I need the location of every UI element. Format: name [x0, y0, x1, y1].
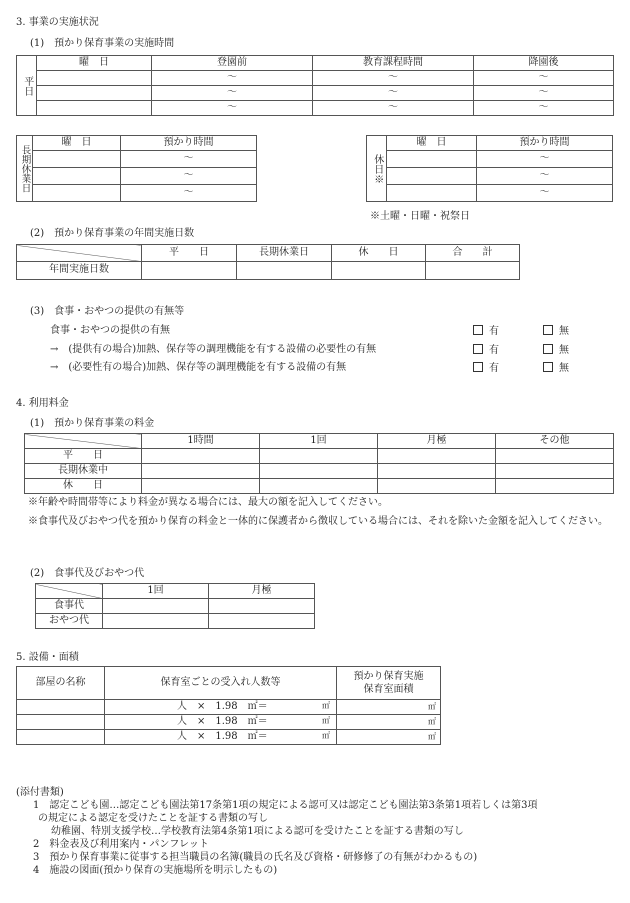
cell[interactable] [496, 479, 614, 494]
col-header: 教育課程時間 [313, 56, 474, 71]
col-header: 合 計 [426, 245, 520, 262]
col-header: その他 [496, 434, 614, 449]
cell[interactable] [17, 730, 105, 745]
cell[interactable] [378, 464, 496, 479]
calc-cell[interactable]: 人 × 1.98 ㎡＝ ㎡ [105, 715, 337, 730]
col-header: 保育室ごとの受入れ人数等 [105, 667, 337, 700]
section4-1-title: (1) 預かり保育事業の料金 [30, 418, 155, 429]
yes-option[interactable]: 有 [473, 344, 499, 358]
meal-row-label: → (提供有の場合)加熱、保存等の調理機能を有する設備の必要性の有無 [50, 344, 377, 355]
yes-option[interactable]: 有 [473, 325, 499, 339]
longbreak-row-label: 長期休業日 [17, 136, 33, 202]
col-header: 1回 [103, 584, 209, 599]
col-header: 曜 日 [387, 136, 477, 151]
attachment-item: の規定による認定を受けたことを証する書類の写し [38, 813, 268, 824]
cell[interactable] [387, 151, 477, 168]
tilde[interactable]: ～ [152, 71, 313, 86]
diagonal-cell [25, 434, 142, 449]
cell[interactable] [37, 86, 152, 101]
attachment-item: 幼稚園、特別支援学校…学校教育法第4条第1項による認可を受けたことを証する書類の写し [51, 826, 464, 837]
cell[interactable] [209, 599, 315, 614]
col-header: 預かり時間 [477, 136, 613, 151]
diagonal-cell [36, 584, 103, 599]
col-header: 1時間 [142, 434, 260, 449]
area-cell[interactable]: ㎡ [337, 700, 441, 715]
cell[interactable] [142, 449, 260, 464]
tilde[interactable]: ～ [474, 86, 614, 101]
cell[interactable] [426, 262, 520, 280]
cell[interactable] [378, 449, 496, 464]
tilde[interactable]: ～ [121, 185, 257, 202]
tilde[interactable]: ～ [121, 168, 257, 185]
no-option[interactable]: 無 [543, 325, 569, 339]
cell[interactable] [237, 262, 332, 280]
meal-row-label: 食事・おやつの提供の有無 [50, 325, 170, 336]
cell[interactable] [33, 168, 121, 185]
cell[interactable] [103, 614, 209, 629]
section4-title: 4. 利用料金 [16, 398, 69, 409]
col-header: 部屋の名称 [17, 667, 105, 700]
attachment-item: 1 認定こども園…認定こども園法第17条第1項の規定による認可又は認定こども園法第3条第1項若しくは第3項 [33, 800, 538, 811]
col-header: 預かり保育実施保育室面積 [337, 667, 441, 700]
row-header: おやつ代 [36, 614, 103, 629]
checkbox-icon[interactable] [543, 325, 553, 335]
tilde[interactable]: ～ [152, 86, 313, 101]
section3-2-title: (2) 預かり保育事業の年間実施日数 [30, 228, 195, 239]
section3-3-title: (3) 食事・おやつの提供の有無等 [30, 306, 185, 317]
weekday-hours-table [16, 55, 614, 116]
annual-days-table [16, 244, 520, 280]
row-header: 休 日 [25, 479, 142, 494]
no-option[interactable]: 無 [543, 344, 569, 358]
section3-title: 3. 事業の実施状況 [16, 17, 99, 28]
calc-cell[interactable]: 人 × 1.98 ㎡＝ ㎡ [105, 730, 337, 745]
calc-cell[interactable]: 人 × 1.98 ㎡＝ ㎡ [105, 700, 337, 715]
tilde[interactable]: ～ [477, 151, 613, 168]
col-header: 曜 日 [33, 136, 121, 151]
tilde[interactable]: ～ [474, 71, 614, 86]
checkbox-icon[interactable] [473, 325, 483, 335]
cell[interactable] [260, 464, 378, 479]
row-header: 長期休業中 [25, 464, 142, 479]
longbreak-hours-table [16, 135, 257, 202]
meal-fee-table [35, 583, 315, 629]
section3-1-title: (1) 預かり保育事業の実施時間 [30, 38, 175, 49]
yes-option[interactable]: 有 [473, 362, 499, 376]
attachment-item: 2 料金表及び利用案内・パンフレット [33, 839, 209, 850]
cell[interactable] [17, 700, 105, 715]
col-header: 平 日 [142, 245, 237, 262]
tilde[interactable]: ～ [477, 168, 613, 185]
col-header: 1回 [260, 434, 378, 449]
holiday-row-label: 休日※ [367, 136, 387, 202]
attachments-title: (添付書類) [16, 787, 64, 798]
cell[interactable] [17, 715, 105, 730]
tilde[interactable]: ～ [313, 86, 474, 101]
attachment-item: 3 預かり保育事業に従事する担当職員の名簿(職員の氏名及び資格・研修修了の有無がわかるもの) [33, 852, 478, 863]
tilde[interactable]: ～ [474, 101, 614, 116]
holiday-hours-table [366, 135, 613, 202]
tilde[interactable]: ～ [121, 151, 257, 168]
checkbox-icon[interactable] [473, 344, 483, 354]
tilde[interactable]: ～ [152, 101, 313, 116]
cell[interactable] [142, 479, 260, 494]
cell[interactable] [378, 479, 496, 494]
checkbox-icon[interactable] [473, 362, 483, 372]
cell[interactable] [37, 71, 152, 86]
col-header: 預かり時間 [121, 136, 257, 151]
meal-row-label: → (必要性有の場合)加熱、保存等の調理機能を有する設備の有無 [50, 362, 347, 373]
cell[interactable] [260, 479, 378, 494]
cell[interactable] [33, 151, 121, 168]
fee-table [24, 433, 614, 494]
col-header: 長期休業日 [237, 245, 332, 262]
col-header: 月極 [209, 584, 315, 599]
cell[interactable] [332, 262, 426, 280]
cell[interactable] [496, 464, 614, 479]
cell[interactable] [142, 262, 237, 280]
facility-table [16, 666, 441, 745]
checkbox-icon[interactable] [543, 344, 553, 354]
tilde[interactable]: ～ [313, 71, 474, 86]
section4-2-title: (2) 食事代及びおやつ代 [30, 568, 145, 579]
col-header: 月極 [378, 434, 496, 449]
section5-title: 5. 設備・面積 [16, 652, 79, 663]
cell[interactable] [387, 185, 477, 202]
fee-note-1: ※年齢や時間帯等により料金が異なる場合には、最大の額を記入してください。 [28, 497, 388, 508]
col-header: 降園後 [474, 56, 614, 71]
area-cell[interactable]: ㎡ [337, 730, 441, 745]
tilde[interactable]: ～ [313, 101, 474, 116]
cell[interactable] [496, 449, 614, 464]
cell[interactable] [33, 185, 121, 202]
holiday-note: ※土曜・日曜・祝祭日 [370, 211, 470, 222]
diagonal-cell [17, 245, 142, 262]
cell[interactable] [209, 614, 315, 629]
row-header: 食事代 [36, 599, 103, 614]
row-header: 年間実施日数 [17, 262, 142, 280]
checkbox-icon[interactable] [543, 362, 553, 372]
weekday-row-label: 平日 [17, 56, 37, 116]
cell[interactable] [387, 168, 477, 185]
cell[interactable] [103, 599, 209, 614]
row-header: 平 日 [25, 449, 142, 464]
fee-note-2: ※食事代及びおやつ代を預かり保育の料金と一体的に保護者から徴収している場合には、それを除いた金額を記入してください。 [28, 516, 608, 527]
cell[interactable] [37, 101, 152, 116]
area-cell[interactable]: ㎡ [337, 715, 441, 730]
attachment-item: 4 施設の図面(預かり保育の実施場所を明示したもの) [33, 865, 278, 876]
tilde[interactable]: ～ [477, 185, 613, 202]
col-header: 登園前 [152, 56, 313, 71]
cell[interactable] [260, 449, 378, 464]
col-header: 曜 日 [37, 56, 152, 71]
cell[interactable] [142, 464, 260, 479]
no-option[interactable]: 無 [543, 362, 569, 376]
col-header: 休 日 [332, 245, 426, 262]
